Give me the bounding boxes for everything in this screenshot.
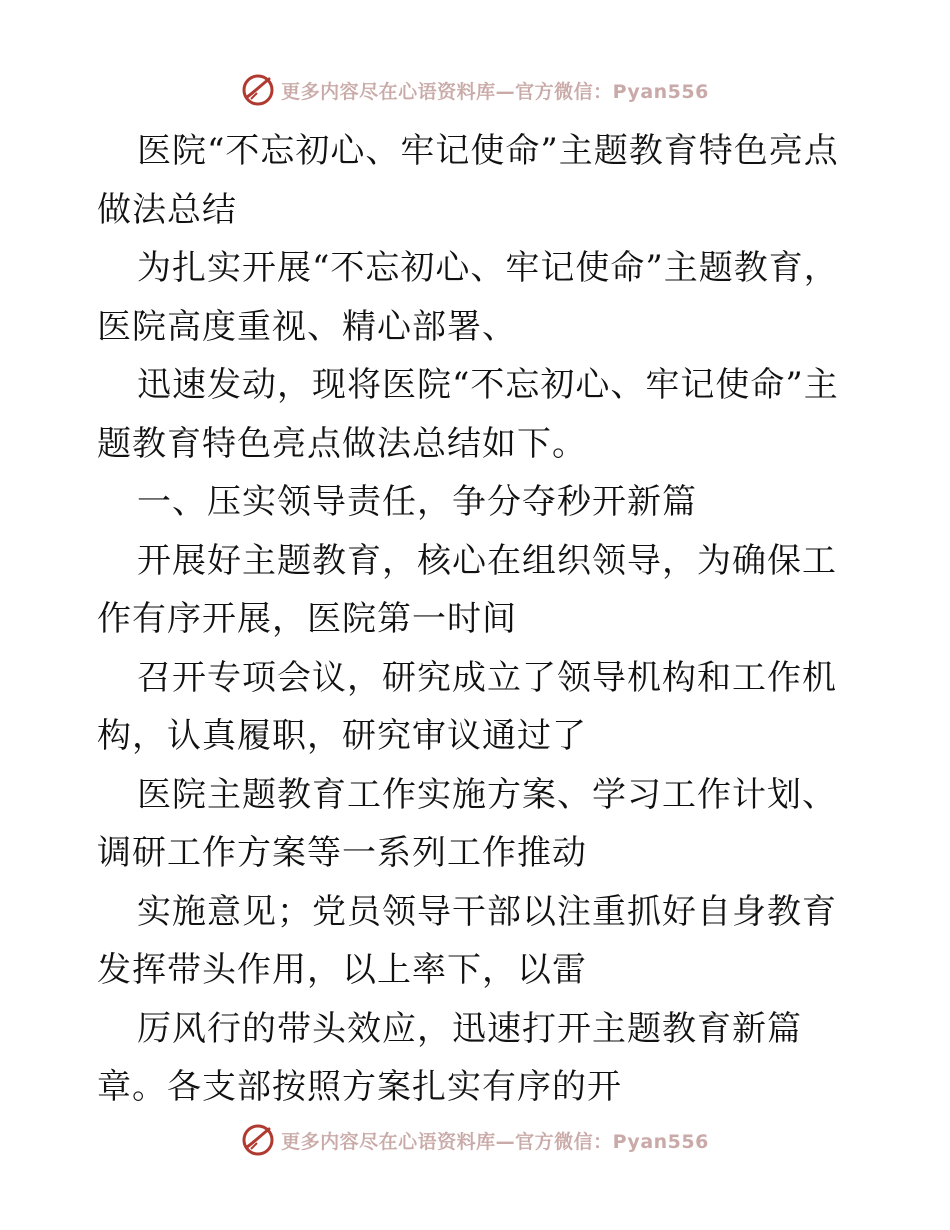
paragraph: 实施意见；党员领导干部以注重抓好自身教育发挥带头作用，以上率下，以雷 <box>97 891 837 990</box>
document-body <box>97 122 857 1117</box>
paragraph: 迅速发动，现将医院“不忘初心、牢记使命”主题教育特色亮点做法总结如下。 <box>97 365 839 464</box>
paragraph: 厉风行的带头效应，迅速打开主题教育新篇章。各支部按照方案扎实有序的开 <box>97 1008 802 1107</box>
paragraph: 开展好主题教育，核心在组织领导，为确保工作有序开展，医院第一时间 <box>97 540 837 639</box>
paragraph: 医院主题教育工作实施方案、学习工作计划、调研工作方案等一系列工作推动 <box>97 774 837 873</box>
paragraph: 召开专项会议，研究成立了领导机构和工作机构，认真履职，研究审议通过了 <box>97 657 837 756</box>
document-title: 医院“不忘初心、牢记使命”主题教育特色亮点做法总结 <box>97 131 839 230</box>
section-heading: 一、压实领导责任，争分夺秒开新篇 <box>137 482 697 522</box>
paragraph: 为扎实开展“不忘初心、牢记使命”主题教育，医院高度重视、精心部署、 <box>97 248 839 347</box>
footer-banner-text: 更多内容尽在心语资料库—官方微信：Pyan556 <box>281 1130 709 1153</box>
footer-banner <box>0 1120 950 1160</box>
pen-logo-icon <box>241 1123 275 1157</box>
pen-logo-icon <box>241 73 275 107</box>
header-banner <box>0 70 950 110</box>
header-banner-text: 更多内容尽在心语资料库—官方微信：Pyan556 <box>281 80 709 103</box>
